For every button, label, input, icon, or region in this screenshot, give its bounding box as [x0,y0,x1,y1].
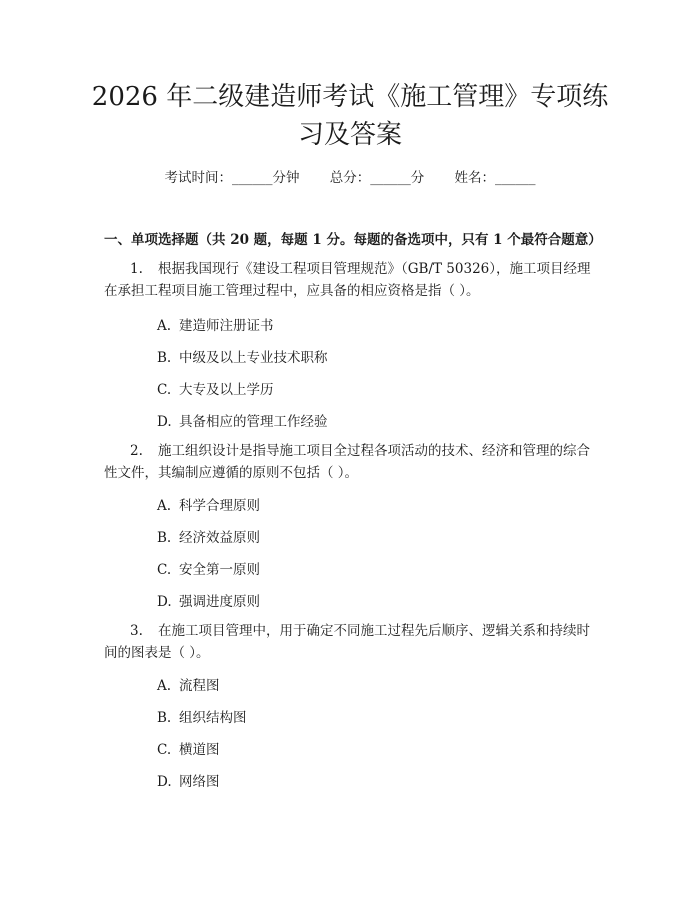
option-text: 科学合理原则 [179,498,260,514]
document-title: 2026 年二级建造师考试《施工管理》专项练习及答案 [91,82,609,150]
option-letter: A. [157,498,172,514]
option-letter: A. [157,318,172,334]
option-text: 组织结构图 [179,710,247,726]
option-text: 具备相应的管理工作经验 [179,414,328,430]
option-2b [157,526,260,546]
option-text: 安全第一原则 [179,562,260,578]
option-3b [157,706,247,726]
question-3 [104,620,600,664]
option-letter: C. [157,382,172,398]
option-letter: A. [157,678,172,694]
question-number: 3. [130,623,143,639]
option-letter: B. [157,710,172,726]
question-text: 施工组织设计是指导施工项目全过程各项活动的技术、经济和管理的综合性文件，其编制应遵循的原则不包括（ ）。 [104,443,590,481]
question-2 [104,440,600,484]
option-text: 流程图 [179,678,220,694]
exam-time-blank: ______ [231,170,273,186]
option-2d [157,590,260,610]
option-1b [157,346,328,366]
option-2c [157,558,260,578]
option-letter: D. [157,594,172,610]
question-text: 根据我国现行《建设工程项目管理规范》（GB/T 50326），施工项目经理在承担工程项目施工管理过程中，应具备的相应资格是指（ ）。 [104,261,591,299]
exam-info-line [0,166,700,186]
option-2a [157,494,260,514]
option-text: 网络图 [179,774,220,790]
option-text: 中级及以上专业技术职称 [179,350,328,366]
option-3a [157,674,220,694]
question-text: 在施工项目管理中，用于确定不同施工过程先后顺序、逻辑关系和持续时间的图表是（ ）。 [104,623,590,661]
question-1 [104,258,600,302]
option-text: 横道图 [179,742,220,758]
option-letter: D. [157,774,172,790]
option-letter: B. [157,530,172,546]
question-number: 2. [130,443,143,459]
exam-time-unit: 分钟 [272,170,300,186]
option-text: 经济效益原则 [179,530,260,546]
section-heading: 一、单项选择题（共 20 题，每题 1 分。每题的备选项中，只有 1 个最符合题意） [104,232,602,248]
question-number: 1. [130,261,143,277]
name-blank: ______ [495,170,536,186]
option-letter: C. [157,562,172,578]
option-letter: C. [157,742,172,758]
option-letter: D. [157,414,172,430]
option-1d [157,410,328,430]
exam-time-label: 考试时间： [164,170,232,186]
option-3c [157,738,220,758]
name-label: 姓名： [454,170,496,186]
option-3d [157,770,220,790]
total-score-blank: ______ [370,170,411,186]
option-1c [157,378,274,398]
option-1a [157,314,274,334]
total-score-unit: 分 [410,170,425,186]
total-score-label: 总分： [329,170,371,186]
option-text: 建造师注册证书 [179,318,274,334]
option-letter: B. [157,350,172,366]
option-text: 强调进度原则 [179,594,260,610]
option-text: 大专及以上学历 [179,382,274,398]
